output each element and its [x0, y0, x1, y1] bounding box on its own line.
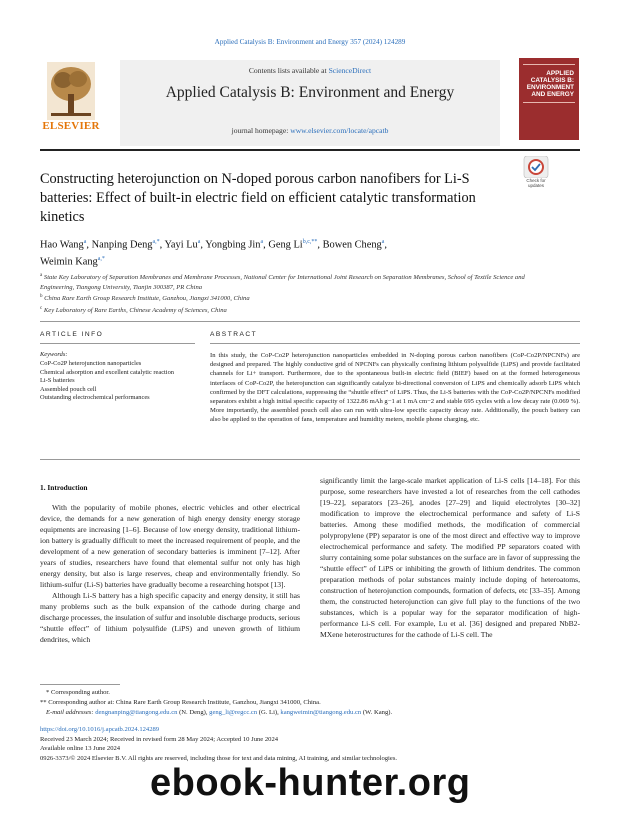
email-link[interactable]: dengnanping@tiangong.edu.cn — [95, 709, 178, 716]
author-name[interactable]: Yongbing Jin — [205, 239, 261, 251]
keyword-item: Assembled pouch cell — [40, 385, 97, 393]
affiliation-text: Key Laboratory of Rare Earths, Chinese Academy of Sciences, China — [43, 306, 227, 314]
affiliations — [40, 271, 530, 315]
check-for-updates-button[interactable] — [522, 156, 550, 192]
abstract-heading: ABSTRACT — [210, 331, 258, 338]
email-addresses — [40, 708, 580, 718]
author-affil-mark[interactable]: b,c,** — [302, 239, 318, 245]
keywords-label: Keywords: — [40, 351, 68, 358]
author-affil-mark[interactable]: a,* — [97, 256, 105, 263]
body-paragraph: significantly limit the large-scale market application of Li-S cells [14–18]. For this purpose, some researchers have invested a lot of researches from the cell cathodes [19–22], separators [23–26], anodes [27–29] and liquid electrolytes [30–32] modification to improve the electrochemical performance and safety of Li-S batteries. Among these modified methods, the modification of commercial polypropylene (PP) separator is one of the most direct and effective way to improve electrochemical performance and safety. The modified PP separators coated with slurry containing some polar substances on the surface are in favor of suppressing the “shuttle effect” of LiPS or inhibiting the growth of lithium dendrites. The common preparation methods of polar substances mainly include doping of heteroatoms, construction of heterojunction compounds, formation of defects, etc [33–35]. Among them, the constructed heterojunction can give full play to the functions of the two substances, which is a popular way for the separator modification of high-performance Li-S cell. For example, Lu et al. [36] designed and prepared NbB2-MXene heterostructures for the cathode of Li-S cell. The — [320, 476, 581, 639]
email-owner: (N. Deng), — [177, 709, 210, 716]
check-updates-line-2: updates — [527, 183, 544, 188]
affiliation-item — [40, 292, 530, 304]
author-name[interactable]: Yayi Lu — [164, 239, 198, 251]
section-divider — [40, 321, 580, 322]
journal-title: Applied Catalysis B: Environment and Energy — [165, 84, 455, 101]
footnotes — [40, 688, 580, 718]
email-link[interactable]: kangweimin@tiangong.edu.cn — [280, 709, 362, 716]
affiliation-item — [40, 271, 530, 292]
journal-cover[interactable] — [519, 58, 579, 140]
affiliation-text: State Key Laboratory of Separation Membranes and Membrane Processes, National Center for International Joint Research on Separation Membranes, School of Textile Science and Engineering, Tiangong University, Tianjin 300387, PR China — [40, 274, 525, 291]
cover-line-1: APPLIED — [546, 70, 574, 77]
footnote-rule — [40, 684, 120, 685]
affiliation-mark: c — [40, 305, 43, 311]
keyword-item: Outstanding electrochemical performances — [40, 394, 150, 402]
email-owner: (G. Li), — [257, 709, 281, 716]
body-paragraph: Although Li-S battery has a high specific capacity and energy density, it still has many problems such as the bulk expansion of the cathode during charge and discharge processes, the insulation of sulfur and insoluble discharge products, serious “shuttle effect” of lithium polysulfide (LiPS) and uneven growth of lithium dendrites, which — [40, 591, 300, 644]
affiliation-mark: a — [40, 273, 43, 278]
abstract-end-rule — [40, 459, 580, 460]
author-name[interactable]: Nanping Deng — [91, 239, 153, 251]
cover-line-3: ENVIRONMENT — [526, 84, 574, 91]
copyright-line: 0926-3373/© 2024 Elsevier B.V. All rights are reserved, including those for text and data mining, AI training, and similar technologies. — [40, 754, 398, 762]
email-owner: (W. Kang). — [361, 709, 393, 716]
abstract-text: In this study, the CoP-Co2P heterojunction nanoparticles embedded in N-doping porous carbon nanofibers (CoP-Co2P/NPCNFs) are designed and prepared. The highly conductive grid of NPCNFs can physically confining lithium polysulfide (LiPS) and provide facilitated channels for Li+ transport. Furthermore, due to the spontaneous built-in electric field (BIEF) based on at the formed heterogeneous interfaces of CoP-Co2P, the heterojunction can significantly catalyze bi-directional conversion of LiPS and chemically adsorb LiPS which confirmed by the DFT calculations, suppressing the “shuttle effect” of LiPS. Thus, the Li-S batteries with the CoP-Co2P/NPCNFs modified separators exhibit a high initial specific capacity of 1322.86 mAh g−1 at 1 mA cm−2 and stable 695 cycles with a low decay rate (0.069 %). More importantly, the assembled pouch cell also can run with ultra-low specific capacity decay rate. Additionally, the pouch battery can also be applied to the operation of fans, temperature and humidity meters, mobile phone charging, etc. — [210, 352, 580, 424]
doi-link[interactable]: https://doi.org/10.1016/j.apcatb.2024.124289 — [40, 726, 160, 733]
article-title: Constructing heterojunction on N-doped porous carbon nanofibers for Li-S batteries: Effect of built-in electric field on efficient catalytic transformation kinetics — [40, 171, 476, 225]
body-column-left — [40, 502, 300, 645]
affiliation-mark: b — [40, 294, 43, 299]
abstract-rule — [210, 343, 580, 344]
author-name[interactable]: Geng Li — [268, 239, 303, 251]
watermark-text: ebook-hunter.org — [150, 762, 471, 804]
available-online: Available online 13 June 2024 — [40, 745, 121, 753]
affiliation-text: China Rare Earth Group Research Institute, Ganzhou, Jiangxi 341000, China — [44, 295, 250, 303]
keyword-item: Li-S batteries — [40, 377, 75, 385]
author-affil-mark[interactable]: a — [83, 239, 87, 245]
article-info-rule — [40, 343, 195, 344]
masthead-rule — [40, 149, 580, 151]
author-list: Hao Wang$^a$, Nanping Deng$^{a,*}$, Yayi Lu$^a$, Yongbing Jin$^a$, Geng $Li^{b,c,**}$, Bowen Cheng$^a$, Weimin Kang$^{a,*}$ — [40, 239, 388, 268]
body-paragraph: With the popularity of mobile phones, electric vehicles and other electrical device, the demands for a new generation of high energy density energy storage equipments are increasing [1–6]. Because of low energy density, traditional lithium-ion battery is gradually difficult to meet the increased requirement of people, and the development of a new generation of secondary batteries is imminent [7–12]. After years of studies, researchers have found that elemental sulfur not only has high energy density, but also is large reserves, cheap and environmentally friendly. So lithium-sulfur (Li-S) batteries have gradually become a researching hotspot [13]. — [40, 503, 300, 589]
keyword-item: Chemical adsorption and excellent catalytic reaction — [40, 368, 174, 376]
corresponding-author-note-2: ** Corresponding author at: China Rare Earth Group Research Institute, Ganzhou, Jiangxi 341000, China. — [40, 699, 321, 706]
corresponding-author-note: * Corresponding author. — [46, 689, 110, 696]
email-label: E-mail addresses: — [46, 709, 96, 716]
cover-line-4: AND ENERGY — [531, 91, 574, 98]
cover-title — [527, 70, 574, 98]
running-header[interactable]: Applied Catalysis B: Environment and Energy 357 (2024) 124289 — [214, 38, 406, 46]
elsevier-wordmark: ELSEVIER — [42, 120, 100, 132]
homepage-line — [120, 126, 500, 135]
keyword-list — [40, 360, 190, 403]
elsevier-logo — [38, 60, 104, 138]
keyword-item: CoP-Co2P heterojunction nanoparticles — [40, 360, 142, 367]
publication-info — [40, 725, 580, 763]
author-affil-mark[interactable]: a — [260, 239, 264, 245]
author-name[interactable]: Bowen Cheng — [322, 239, 382, 251]
homepage-link[interactable]: www.elsevier.com/locate/apcatb — [290, 126, 389, 135]
author-affil-mark[interactable]: a,* — [152, 239, 160, 245]
contents-prefix: Contents lists available at — [248, 66, 329, 75]
body-column-right — [320, 475, 580, 640]
check-updates-icon — [522, 156, 550, 178]
author-name[interactable]: Weimin Kang — [40, 256, 98, 268]
affiliation-item — [40, 304, 530, 316]
article-info-heading: ARTICLE INFO — [40, 331, 104, 338]
email-link[interactable]: geng_li@regcc.cn — [209, 709, 258, 716]
check-updates-label — [520, 178, 552, 188]
author-affil-mark[interactable]: a — [381, 239, 385, 245]
elsevier-tree-icon — [47, 62, 95, 120]
sciencedirect-link[interactable]: ScienceDirect — [328, 66, 372, 75]
author-affil-mark[interactable]: a — [197, 239, 201, 245]
author-name[interactable]: Hao Wang — [40, 239, 84, 251]
check-updates-line-1: Check for — [526, 178, 546, 183]
section-heading-introduction: 1. Introduction — [40, 483, 88, 492]
homepage-prefix: journal homepage: — [231, 126, 291, 135]
cover-line-2: CATALYSIS B: — [530, 77, 574, 84]
received-dates: Received 23 March 2024; Received in revised form 28 May 2024; Accepted 10 June 2024 — [40, 735, 279, 743]
contents-line — [120, 66, 500, 75]
